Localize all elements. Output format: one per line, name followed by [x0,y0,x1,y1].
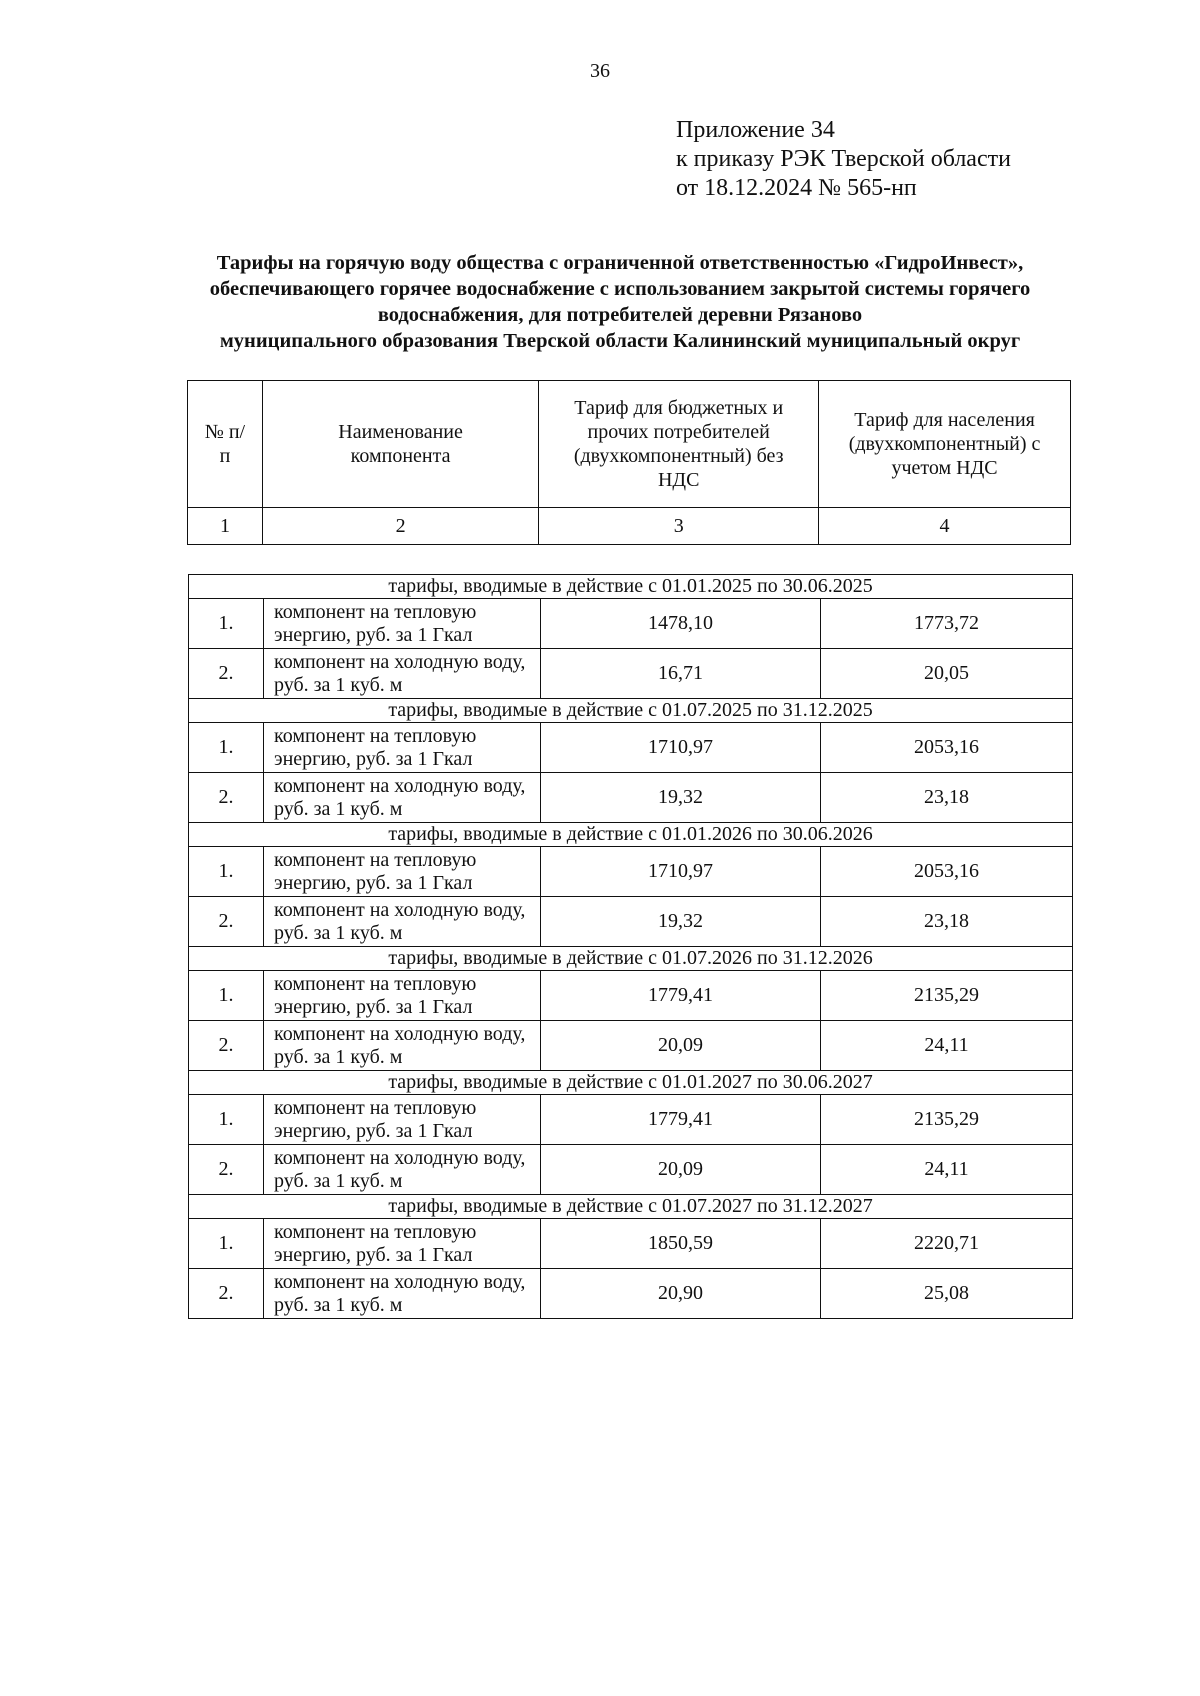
period-label: тарифы, вводимые в действие с 01.01.2025 по 30.06.2025 [189,575,1073,599]
header-component-name-text: Наименование компонента [338,421,463,467]
row-number: 1. [189,1095,264,1145]
table-row [189,723,1073,773]
title-line-4: муниципального образования Тверской области Калининский муниципальный округ [219,330,1021,352]
header-number-text: № п/п [204,421,246,467]
population-tariff-value: 2053,16 [821,723,1073,773]
tariff-table-body [189,575,1073,1319]
tariff-table [188,574,1073,1319]
row-number: 1. [189,1219,264,1269]
column-number-4: 4 [819,508,1071,545]
component-name: компонент на тепловую энергию, руб. за 1 Гкал [264,723,541,773]
budget-tariff-value: 1850,59 [541,1219,821,1269]
table-row [189,1269,1073,1319]
budget-tariff-value: 1710,97 [541,847,821,897]
title-line-1: Тарифы на горячую воду общества с ограниченной ответственностью «ГидроИнвест», [216,252,1024,274]
header-component-name [262,381,538,508]
row-number: 2. [189,1269,264,1319]
period-label: тарифы, вводимые в действие с 01.07.2026 по 31.12.2026 [189,947,1073,971]
page-number: 36 [590,60,610,82]
title-line-3: водоснабжения, для потребителей деревни Рязаново [377,304,863,326]
budget-tariff-value: 19,32 [541,897,821,947]
column-number-row [188,508,1071,545]
row-number: 1. [189,847,264,897]
appendix-line-2: к приказу РЭК Тверской области [676,146,1011,172]
budget-tariff-value: 20,09 [541,1021,821,1071]
population-tariff-value: 20,05 [821,649,1073,699]
header-budget-tariff [539,381,819,508]
table-row [189,1219,1073,1269]
appendix-reference [676,116,1011,203]
budget-tariff-value: 1478,10 [541,599,821,649]
period-row [189,699,1073,723]
population-tariff-value: 24,11 [821,1021,1073,1071]
period-row [189,1071,1073,1095]
title-line-2: обеспечивающего горячее водоснабжение с использованием закрытой системы горячего [209,278,1031,300]
period-label: тарифы, вводимые в действие с 01.01.2027 по 30.06.2027 [189,1071,1073,1095]
budget-tariff-value: 1710,97 [541,723,821,773]
table-row [189,1145,1073,1195]
row-number: 2. [189,649,264,699]
component-name: компонент на тепловую энергию, руб. за 1 Гкал [264,1219,541,1269]
row-number: 1. [189,971,264,1021]
table-row [189,1021,1073,1071]
table-row [189,599,1073,649]
appendix-line-3: от 18.12.2024 № 565-нп [676,175,917,201]
period-label: тарифы, вводимые в действие с 01.01.2026 по 30.06.2026 [189,823,1073,847]
population-tariff-value: 2220,71 [821,1219,1073,1269]
period-label: тарифы, вводимые в действие с 01.07.2025 по 31.12.2025 [189,699,1073,723]
table-row [189,1095,1073,1145]
table-row [189,649,1073,699]
header-population-tariff-text: Тариф для населения (двухкомпонентный) с учетом НДС [848,409,1041,479]
budget-tariff-value: 16,71 [541,649,821,699]
population-tariff-value: 2135,29 [821,971,1073,1021]
component-name: компонент на тепловую энергию, руб. за 1 Гкал [264,971,541,1021]
population-tariff-value: 2053,16 [821,847,1073,897]
header-budget-tariff-text: Тариф для бюджетных и прочих потребителей (двухкомпонентный) без НДС [573,397,784,491]
period-row [189,1195,1073,1219]
row-number: 2. [189,1145,264,1195]
row-number: 2. [189,1021,264,1071]
column-number-2: 2 [262,508,538,545]
row-number: 1. [189,723,264,773]
population-tariff-value: 25,08 [821,1269,1073,1319]
population-tariff-value: 23,18 [821,773,1073,823]
column-number-1: 1 [188,508,263,545]
table-row [189,847,1073,897]
header-population-tariff [819,381,1071,508]
component-name: компонент на холодную воду, руб. за 1 куб. м [264,1269,541,1319]
header-number [188,381,263,508]
header-row [188,381,1071,508]
component-name: компонент на тепловую энергию, руб. за 1 Гкал [264,599,541,649]
budget-tariff-value: 19,32 [541,773,821,823]
period-row [189,947,1073,971]
population-tariff-value: 2135,29 [821,1095,1073,1145]
component-name: компонент на холодную воду, руб. за 1 куб. м [264,1021,541,1071]
component-name: компонент на холодную воду, руб. за 1 куб. м [264,773,541,823]
row-number: 2. [189,773,264,823]
component-name: компонент на холодную воду, руб. за 1 куб. м [264,897,541,947]
row-number: 2. [189,897,264,947]
period-row [189,823,1073,847]
appendix-line-1: Приложение 34 [676,117,835,143]
header-table [187,380,1071,545]
component-name: компонент на холодную воду, руб. за 1 куб. м [264,649,541,699]
table-row [189,773,1073,823]
budget-tariff-value: 1779,41 [541,1095,821,1145]
budget-tariff-value: 1779,41 [541,971,821,1021]
budget-tariff-value: 20,90 [541,1269,821,1319]
population-tariff-value: 23,18 [821,897,1073,947]
component-name: компонент на холодную воду, руб. за 1 куб. м [264,1145,541,1195]
row-number: 1. [189,599,264,649]
period-row [189,575,1073,599]
component-name: компонент на тепловую энергию, руб. за 1 Гкал [264,1095,541,1145]
column-number-3: 3 [539,508,819,545]
budget-tariff-value: 20,09 [541,1145,821,1195]
component-name: компонент на тепловую энергию, руб. за 1 Гкал [264,847,541,897]
document-title [150,250,1090,354]
table-row [189,897,1073,947]
table-row [189,971,1073,1021]
population-tariff-value: 24,11 [821,1145,1073,1195]
period-label: тарифы, вводимые в действие с 01.07.2027 по 31.12.2027 [189,1195,1073,1219]
population-tariff-value: 1773,72 [821,599,1073,649]
